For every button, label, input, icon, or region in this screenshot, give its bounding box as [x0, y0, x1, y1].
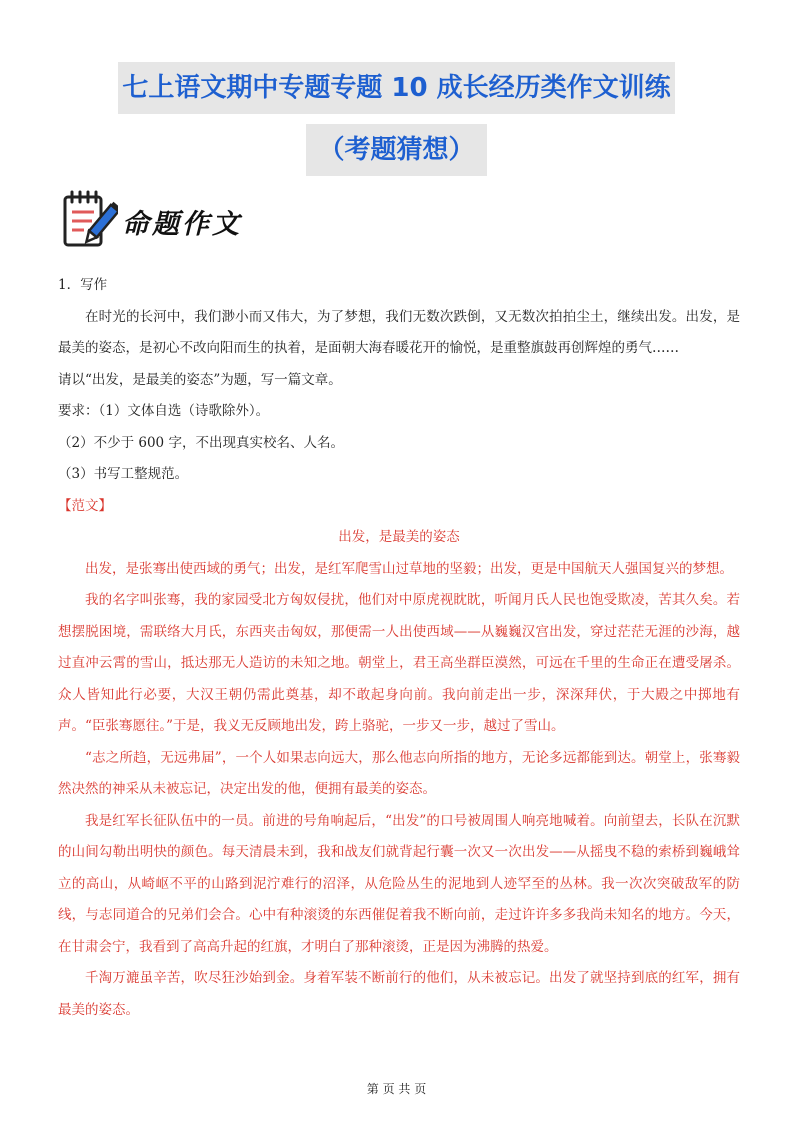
essay-paragraph: “志之所趋，无远弗届”，一个人如果志向远大，那么他志向所指的地方，无论多远都能到达。朝堂上，张骞毅然决然的神采从未被忘记，决定出发的他，便拥有最美的姿态。: [58, 749, 740, 797]
question-prompt: 在时光的长河中，我们渺小而又伟大，为了梦想，我们无数次跌倒，又无数次拍拍尘土，继续出发。出发，是最美的姿态，是初心不改向阳而生的执着，是面朝大海春暖花开的愉悦，是重整旗鼓再创辉煌的勇气……: [58, 308, 740, 356]
essay-paragraph: 千淘万漉虽辛苦，吹尽狂沙始到金。身着军装不断前行的他们，从未被忘记。出发了就坚持到底的红军，拥有最美的姿态。: [58, 970, 740, 1018]
content-body: [58, 270, 740, 1026]
essay-label: 【范文】: [58, 497, 112, 514]
essay-paragraph: 我的名字叫张骞，我的家园受北方匈奴侵扰，他们对中原虎视眈眈，听闻月氏人民也饱受欺凌，苦其久矣。若想摆脱困境，需联络大月氏，东西夹击匈奴，那便需一人出使西域——从巍巍汉宫出发，穿过茫茫无涯的沙海，越过直冲云霄的雪山，抵达那无人造访的未知之地。朝堂上，君王高坐群臣漠然，可远在千里的生命正在遭受屠杀。众人皆知此行必要，大汉王朝仍需此奠基，却不敢起身向前。我向前走出一步，深深拜伏，于大殿之中掷地有声。“臣张骞愿往。”于是，我义无反顾地出发，跨上骆驼，一步又一步，越过了雪山。: [58, 592, 740, 734]
essay-title: 出发，是最美的姿态: [338, 529, 460, 545]
question-number: 1．写作: [58, 277, 108, 293]
document-title: [0, 62, 793, 176]
title-line-2: （考题猜想）: [306, 124, 486, 176]
essay-paragraph: 我是红军长征队伍中的一员。前进的号角响起后，“出发”的口号被周围人响亮地喊着。向前望去，长队在沉默的山间勾勒出明快的颜色。每天清晨未到，我和战友们就背起行囊一次又一次出发——从摇曳不稳的索桥到巍峨耸立的高山，从崎岖不平的山路到泥泞难行的沼泽，从危险丛生的泥地到人迹罕至的丛林。我一次次突破敌军的防线，与志同道合的兄弟们会合。心中有种滚烫的东西催促着我不断向前，走过许许多多我尚未知名的地方。今天，在甘肃会宁，我看到了高高升起的红旗，才明白了那种滚烫，正是因为沸腾的热爱。: [58, 812, 740, 955]
question-instruction: 请以“出发，是最美的姿态”为题，写一篇文章。: [58, 371, 342, 388]
requirement-3: （3）书写工整规范。: [58, 466, 189, 482]
essay-paragraph: 出发，是张骞出使西域的勇气；出发，是红军爬雪山过草地的坚毅；出发，更是中国航天人强国复兴的梦想。: [85, 560, 733, 577]
title-line-1: 七上语文期中专题专题 10 成长经历类作文训练: [118, 62, 674, 114]
requirement-1: 要求：（1）文体自选（诗歌除外）。: [58, 403, 270, 419]
requirement-2: （2）不少于 600 字，不出现真实校名、人名。: [58, 434, 344, 451]
notepad-pencil-icon: [62, 190, 118, 252]
section-title: 命题作文: [122, 208, 242, 240]
section-header: [62, 188, 242, 254]
page-footer: 第 页 共 页: [366, 1082, 427, 1096]
